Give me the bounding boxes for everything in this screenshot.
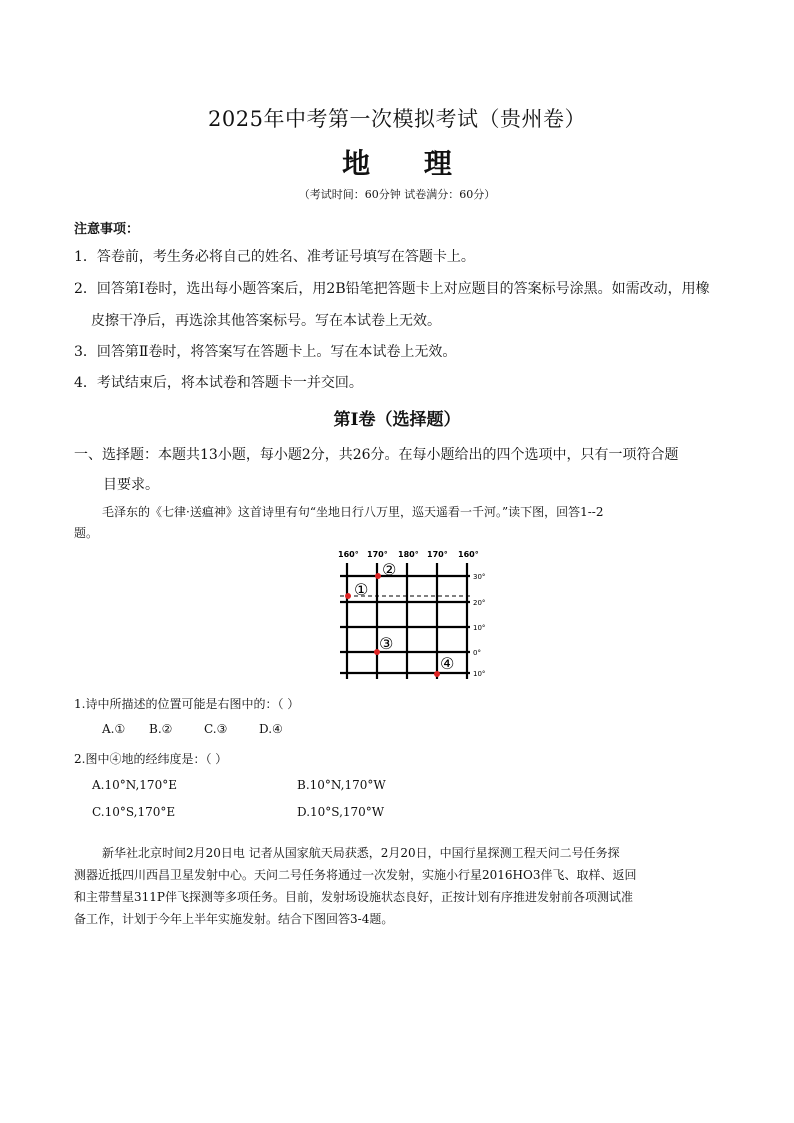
lat-label: 20°: [473, 599, 486, 607]
question-1-stem: 1.诗中所描述的位置可能是右图中的：（ ）: [74, 697, 300, 711]
marker-1: ①: [354, 580, 369, 599]
notice-item-3: 3．回答第Ⅱ卷时，将答案写在答题卡上。写在本试卷上无效。: [74, 344, 457, 360]
lat-label: 0°: [473, 649, 481, 657]
question-1-option-c: C.③: [204, 722, 228, 736]
passage-2-line-1: 新华社北京时间2月20日电 记者从国家航天局获悉，2月20日，中国行星探测工程天问二号任务探: [102, 846, 620, 860]
subject-title: 地 理: [342, 147, 474, 180]
passage-2-line-3: 和主带彗星311P伴飞探测等多项任务。目前，发射场设施状态良好，正按计划有序推进发射前各项测试准: [74, 890, 633, 904]
lon-label: 180°: [398, 550, 419, 559]
marker-2: ②: [382, 560, 397, 579]
passage-1-line-1: 毛泽东的《七律·送瘟神》这首诗里有句“坐地日行八万里，巡天遥看一千河。”读下图，回答1--2: [102, 505, 604, 519]
point-1-dot: [345, 593, 351, 599]
notice-item-1: 1．答卷前，考生务必将自己的姓名、准考证号填写在答题卡上。: [74, 249, 475, 265]
notice-item-2: 2．回答第Ⅰ卷时，选出每小题答案后，用2B铅笔把答题卡上对应题目的答案标号涂黑。如需改动，用橡: [74, 281, 710, 297]
exam-info: （考试时间：60分钟 试卷满分：60分）: [298, 188, 496, 201]
question-2-option-a: A.10°N,170°E: [92, 778, 177, 792]
notice-heading: 注意事项：: [74, 222, 140, 237]
marker-4: ④: [440, 654, 455, 673]
lon-label: 160°: [458, 550, 479, 559]
section-instruction: 一、选择题：本题共13小题，每小题2分，共26分。在每小题给出的四个选项中，只有一项符合题: [74, 447, 679, 463]
section-title: 第Ⅰ卷（选择题）: [333, 410, 461, 430]
lon-label: 160°: [338, 550, 359, 559]
exam-title: 2025年中考第一次模拟考试（贵州卷）: [208, 107, 586, 131]
question-2-stem: 2.图中④地的经纬度是：（ ）: [74, 752, 228, 766]
question-2-option-c: C.10°S,170°E: [92, 805, 176, 819]
question-1-option-b: B.②: [149, 722, 173, 736]
marker-3: ③: [379, 634, 394, 653]
passage-1-line-2: 题。: [74, 526, 99, 540]
question-1-option-a: A.①: [102, 722, 126, 736]
section-instruction-cont: 目要求。: [103, 477, 159, 493]
notice-item-2-cont: 皮擦干净后，再选涂其他答案标号。写在本试卷上无效。: [91, 313, 441, 329]
question-2-option-d: D.10°S,170°W: [297, 805, 385, 819]
passage-2-line-2: 测器近抵四川西昌卫星发射中心。天问二号任务将通过一次发射，实施小行星2016HO3伴飞、取样、返回: [74, 868, 637, 882]
point-2-dot: [375, 573, 381, 579]
lat-long-grid-figure: [330, 545, 500, 690]
question-2-option-b: B.10°N,170°W: [297, 778, 386, 792]
lat-label: 10°: [473, 624, 486, 632]
lon-label: 170°: [367, 550, 388, 559]
lat-label: 30°: [473, 573, 486, 581]
question-1-option-d: D.④: [259, 722, 283, 736]
lon-label: 170°: [427, 550, 448, 559]
lat-label: 10°: [473, 670, 486, 678]
notice-item-4: 4．考试结束后，将本试卷和答题卡一并交回。: [74, 375, 363, 391]
passage-2-line-4: 备工作，计划于今年上半年实施发射。结合下图回答3-4题。: [74, 912, 394, 926]
